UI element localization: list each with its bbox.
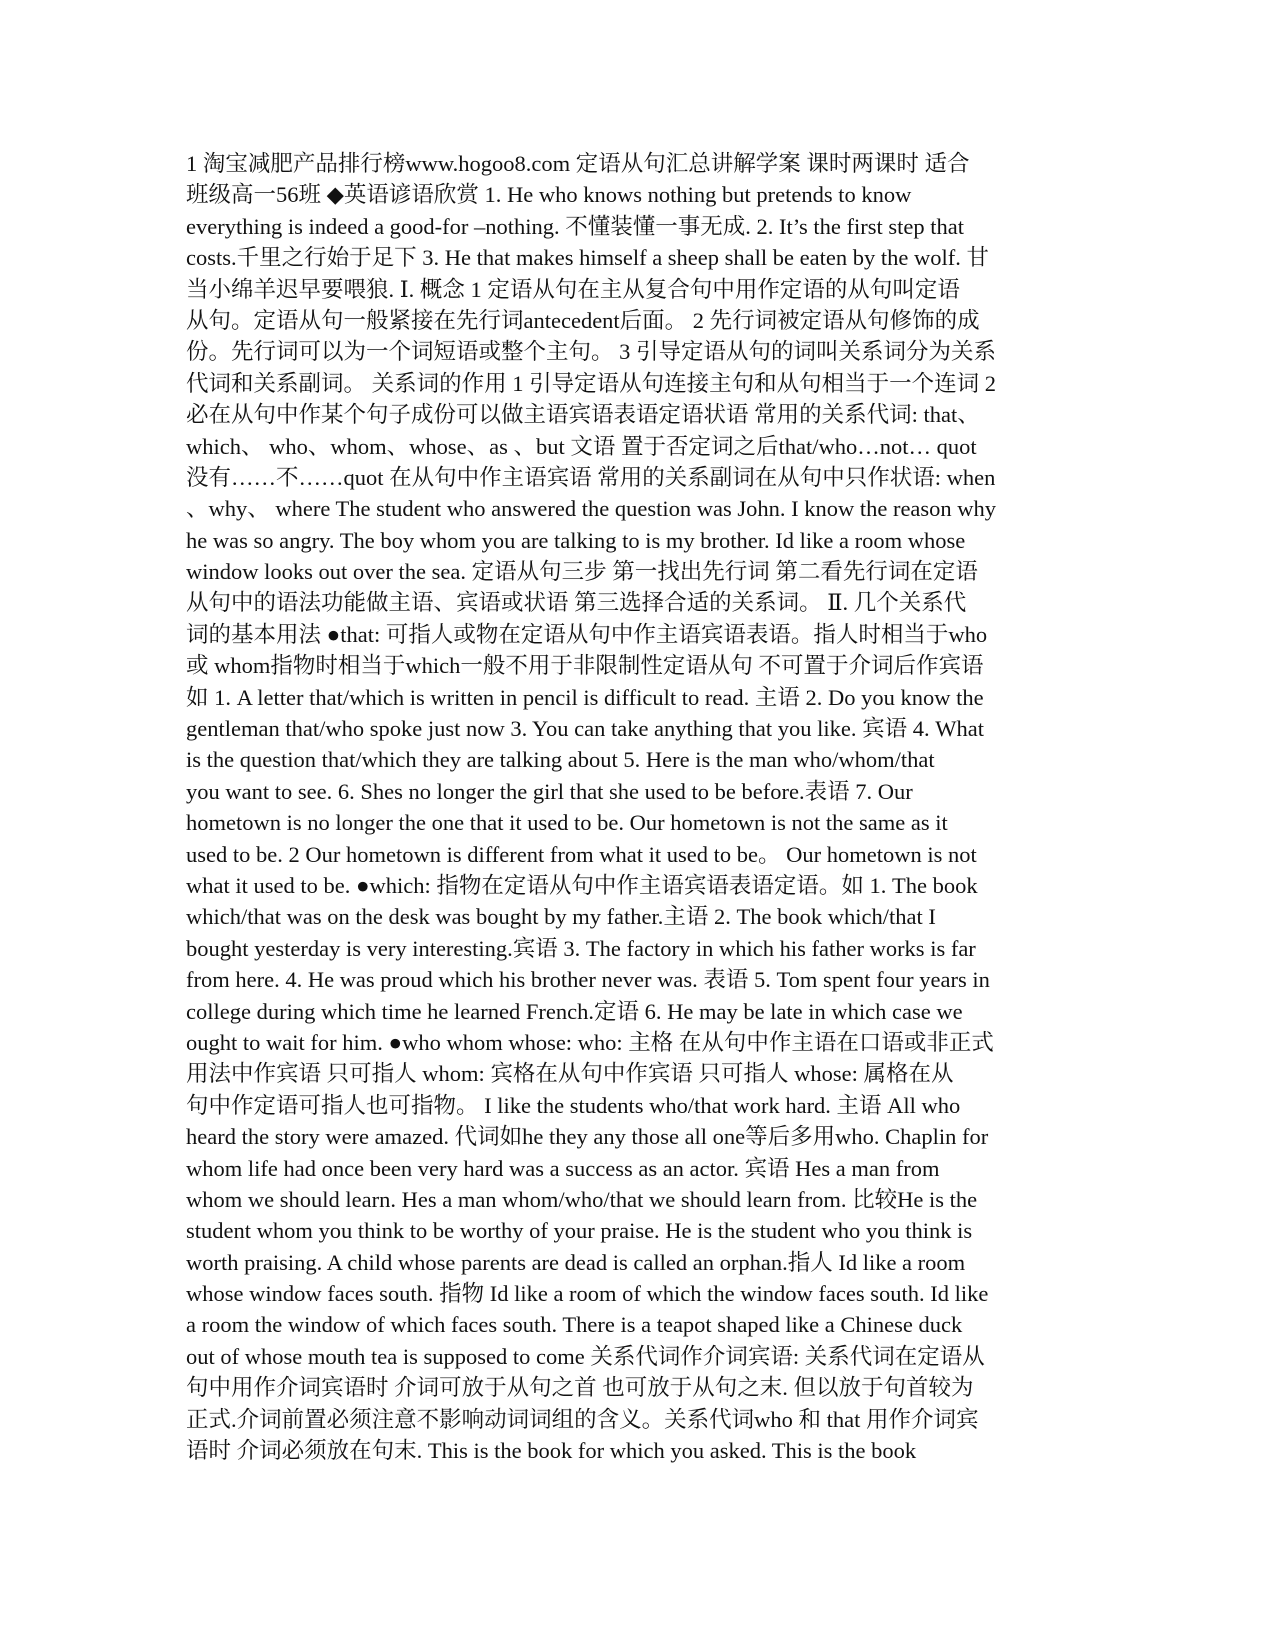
text-line: 代词和关系副词。 关系词的作用 1 引导定语从句连接主句和从句相当于一个连词 2 bbox=[186, 370, 997, 396]
text-line: 用法中作宾语 只可指人 whom: 宾格在从句中作宾语 只可指人 whose: 属格在从 bbox=[186, 1061, 954, 1087]
text-line: ought to wait for him. ●who whom whose: who: 主格 在从句中作主语在口语或非正式 bbox=[186, 1029, 994, 1055]
text-line: student whom you think to be worthy of your praise. He is the student who you think is bbox=[186, 1218, 973, 1244]
text-line: he was so angry. The boy whom you are talking to is my brother. Id like a room whose bbox=[186, 527, 966, 553]
text-line: 没有……不……quot 在从句中作主语宾语 常用的关系副词在从句中只作状语: when bbox=[186, 464, 996, 490]
text-line: whom life had once been very hard was a success as an actor. 宾语 Hes a man from bbox=[186, 1155, 940, 1181]
text-line: out of whose mouth tea is supposed to come 关系代词作介词宾语: 关系代词在定语从 bbox=[186, 1343, 985, 1369]
document-body-text bbox=[186, 148, 1106, 1466]
text-line: heard the story were amazed. 代词如he they any those all one等后多用who. Chaplin for bbox=[186, 1124, 989, 1150]
text-line: you want to see. 6. Shes no longer the girl that she used to be before.表语 7. Our bbox=[186, 778, 913, 804]
text-line: 1 淘宝减肥产品排行榜www.hogoo8.com 定语从句汇总讲解学案 课时两课时 适合 bbox=[186, 151, 970, 176]
text-line: used to be. 2 Our hometown is different from what it used to be。 Our hometown is not bbox=[186, 841, 977, 867]
text-line: 句中用作介词宾语时 介词可放于从句之首 也可放于从句之末. 但以放于句首较为 bbox=[186, 1375, 974, 1401]
text-line: 或 whom指物时相当于which一般不用于非限制性定语从句 不可置于介词后作宾语 bbox=[186, 653, 984, 679]
text-line: which/that was on the desk was bought by my father.主语 2. The book which/that I bbox=[186, 904, 936, 930]
text-line: 份。先行词可以为一个词短语或整个主句。 3 引导定语从句的词叫关系词分为关系 bbox=[186, 339, 997, 365]
text-line: 如 1. A letter that/which is written in pencil is difficult to read. 主语 2. Do you know the bbox=[186, 684, 984, 710]
text-line: 正式.介词前置必须注意不影响动词词组的含义。关系代词who 和 that 用作介词宾 bbox=[186, 1406, 979, 1432]
text-line: 语时 介词必须放在句末. This is the book for which you asked. This is the book bbox=[186, 1438, 917, 1464]
text-line: 句中作定语可指人也可指物。 I like the students who/that work hard. 主语 All who bbox=[186, 1092, 961, 1118]
text-line: 词的基本用法 ●that: 可指人或物在定语从句中作主语宾语表语。指人时相当于who bbox=[186, 621, 988, 647]
text-line: whose window faces south. 指物 Id like a room of which the window faces south. Id like bbox=[186, 1281, 989, 1307]
text-line: whom we should learn. Hes a man whom/who/that we should learn from. 比较He is the bbox=[186, 1186, 978, 1212]
text-line: 从句。定语从句一般紧接在先行词antecedent后面。 2 先行词被定语从句修饰的成 bbox=[186, 307, 980, 333]
text-line: costs.千里之行始于足下 3. He that makes himself a sheep shall be eaten by the wolf. 甘 bbox=[186, 245, 989, 271]
text-line: worth praising. A child whose parents are dead is called an orphan.指人 Id like a room bbox=[186, 1249, 966, 1275]
text-line: from here. 4. He was proud which his brother never was. 表语 5. Tom spent four years in bbox=[186, 967, 990, 993]
text-line: 必在从句中作某个句子成份可以做主语宾语表语定语状语 常用的关系代词: that、 bbox=[186, 402, 980, 428]
text-line: 当小绵羊迟早要喂狼. Ⅰ. 概念 1 定语从句在主从复合句中用作定语的从句叫定语 bbox=[186, 276, 960, 302]
text-line: college during which time he learned French.定语 6. He may be late in which case we bbox=[186, 998, 963, 1024]
text-line: is the question that/which they are talking about 5. Here is the man who/whom/that bbox=[186, 747, 935, 773]
text-line: 、why、 where The student who answered the question was John. I know the reason why bbox=[186, 496, 997, 522]
text-line: hometown is no longer the one that it used to be. Our hometown is not the same as it bbox=[186, 810, 948, 836]
text-line: which、 who、whom、whose、as 、but 文语 置于否定词之后that/who…not… quot bbox=[186, 433, 977, 459]
text-line: window looks out over the sea. 定语从句三步 第一找出先行词 第二看先行词在定语 bbox=[186, 559, 978, 585]
text-line: what it used to be. ●which: 指物在定语从句中作主语宾语表语定语。如 1. The book bbox=[186, 872, 978, 898]
text-line: gentleman that/who spoke just now 3. You can take anything that you like. 宾语 4. What bbox=[186, 716, 985, 742]
text-line: 班级高一56班 ◆英语谚语欣赏 1. He who knows nothing but pretends to know bbox=[186, 182, 912, 208]
text-line: 从句中的语法功能做主语、宾语或状语 第三选择合适的关系词。 Ⅱ. 几个关系代 bbox=[186, 590, 967, 616]
text-line: a room the window of which faces south. There is a teapot shaped like a Chinese duck bbox=[186, 1312, 963, 1338]
text-line: everything is indeed a good-for –nothing. 不懂装懂一事无成. 2. It’s the first step that bbox=[186, 213, 965, 239]
text-line: bought yesterday is very interesting.宾语 3. The factory in which his father works is far bbox=[186, 935, 976, 961]
